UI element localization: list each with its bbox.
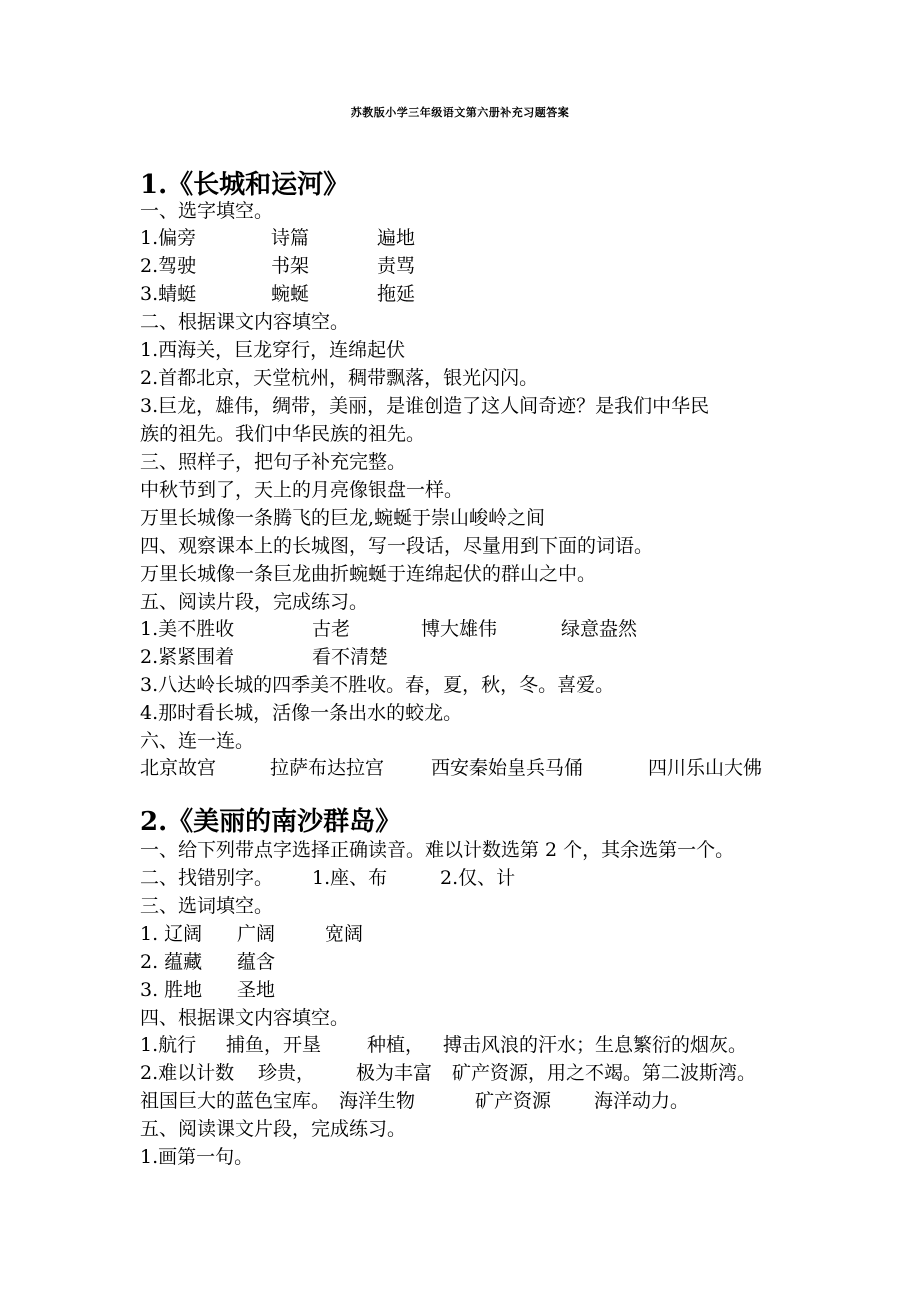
answer-cell: 海洋动力。: [594, 1090, 690, 1112]
answer-cell: 1. 辽阔: [140, 923, 203, 945]
answer-cell: 3.蜻蜓: [140, 283, 197, 305]
l1-q4-line-1: 万里长城像一条巨龙曲折蜿蜒于连绵起伏的群山之中。: [140, 563, 597, 585]
l1-q3-line-1: 中秋节到了，天上的月亮像银盘一样。: [140, 479, 464, 501]
l2-q1-line: 一、给下列带点字选择正确读音。难以计数选第 2 个，其余选第一个。: [140, 839, 735, 861]
answer-cell: 看不清楚: [312, 646, 389, 668]
answer-cell: 2.紧紧围着: [140, 646, 235, 668]
answer-cell: 博大雄伟: [421, 618, 498, 640]
document-title: 苏教版小学三年级语文第六册补充习题答案: [350, 106, 570, 119]
answer-cell: 书架: [271, 255, 310, 277]
answer-cell: 广阔: [237, 923, 276, 945]
answer-cell: 古老: [312, 618, 351, 640]
answer-cell: 蜿蜒: [271, 283, 310, 305]
l2-q4-title: 四、根据课文内容填空。: [140, 1007, 350, 1029]
l1-q5-title: 五、阅读片段，完成练习。: [140, 591, 369, 613]
answer-cell: 矿产资源，用之不竭。第二波斯湾。: [452, 1062, 757, 1084]
answer-cell: 蕴含: [237, 951, 276, 973]
lesson-1-heading: 1.《长城和运河》: [140, 170, 350, 200]
lesson-2-heading: 2.《美丽的南沙群岛》: [140, 807, 402, 837]
answer-cell: 宽阔: [325, 923, 364, 945]
answer-cell: 北京故宫: [140, 757, 217, 779]
answer-cell: 2.难以计数: [140, 1062, 235, 1084]
answer-cell: 矿产资源: [475, 1090, 552, 1112]
l1-q2-title: 二、根据课文内容填空。: [140, 311, 350, 333]
answer-cell: 2.驾驶: [140, 255, 197, 277]
answer-cell: 珍贵，: [258, 1062, 316, 1084]
answer-cell: 二、找错别字。: [140, 867, 274, 889]
l1-q2-line-1: 1.西海关，巨龙穿行，连绵起伏: [140, 339, 406, 361]
l2-q3-title: 三、选词填空。: [140, 895, 274, 917]
answer-cell: 2.仅、计: [440, 867, 516, 889]
answer-cell: 拉萨布达拉宫: [270, 757, 385, 779]
l1-q1-title: 一、选字填空。: [140, 200, 274, 222]
l1-q3-title: 三、照样子，把句子补充完整。: [140, 451, 407, 473]
answer-cell: 遍地: [377, 227, 416, 249]
answer-cell: 圣地: [237, 979, 276, 1001]
answer-cell: 极为丰富: [356, 1062, 433, 1084]
l2-q5-line-1: 1.画第一句。: [140, 1146, 254, 1168]
l1-q5-line-4: 4.那时看长城，活像一条出水的蛟龙。: [140, 702, 463, 724]
answer-cell: 诗篇: [271, 227, 310, 249]
answer-cell: 捕鱼，开垦: [226, 1034, 322, 1056]
answer-cell: 1.座、布: [312, 867, 388, 889]
answer-cell: 绿意盎然: [561, 618, 638, 640]
answer-cell: 海洋生物: [339, 1090, 416, 1112]
answer-cell: 种植，: [367, 1034, 425, 1056]
answer-cell: 2. 蕴藏: [140, 951, 203, 973]
l1-q6-title: 六、连一连。: [140, 730, 255, 752]
answer-cell: 责骂: [377, 255, 416, 277]
l1-q2-line-3: 3.巨龙，雄伟，绸带，美丽，是谁创造了这人间奇迹？是我们中华民: [140, 395, 710, 417]
answer-cell: 西安秦始皇兵马俑: [431, 757, 584, 779]
l1-q5-line-3: 3.八达岭长城的四季美不胜收。春，夏，秋，冬。喜爱。: [140, 674, 615, 696]
l2-q5-title: 五、阅读课文片段，完成练习。: [140, 1118, 407, 1140]
l1-q3-line-2: 万里长城像一条腾飞的巨龙,蜿蜒于崇山峻岭之间: [140, 507, 546, 529]
answer-cell: 拖延: [377, 283, 416, 305]
answer-cell: 祖国巨大的蓝色宝库。: [140, 1090, 331, 1112]
answer-cell: 四川乐山大佛: [648, 757, 763, 779]
answer-cell: 1.偏旁: [140, 227, 197, 249]
answer-cell: 搏击风浪的汗水；生息繁衍的烟灰。: [443, 1034, 748, 1056]
l1-q2-line-2: 2.首都北京，天堂杭州，稠带飘落，银光闪闪。: [140, 367, 539, 389]
answer-cell: 3. 胜地: [140, 979, 203, 1001]
answer-cell: 1.美不胜收: [140, 618, 235, 640]
l1-q4-title: 四、观察课本上的长城图，写一段话，尽量用到下面的词语。: [140, 535, 654, 557]
answer-cell: 1.航行: [140, 1034, 197, 1056]
l1-q2-line-4: 族的祖先。我们中华民族的祖先。: [140, 423, 426, 445]
